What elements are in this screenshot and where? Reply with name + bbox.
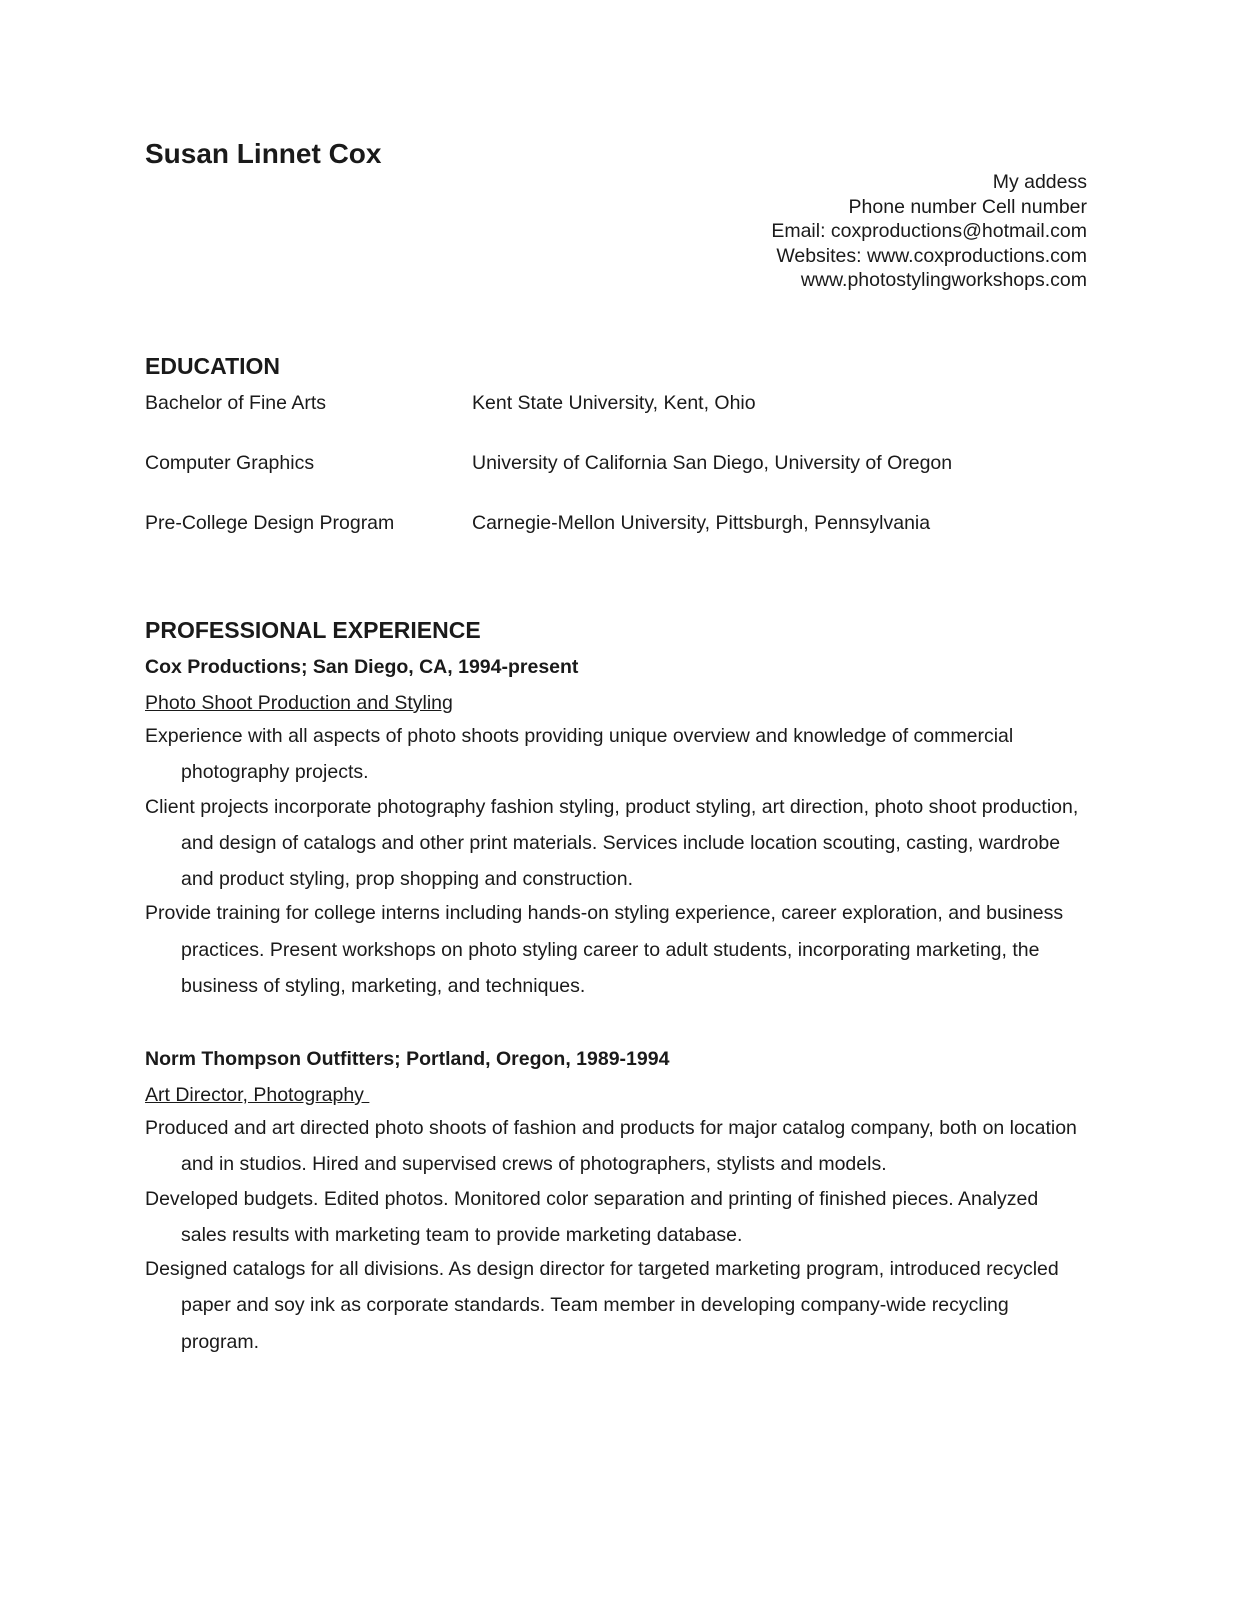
job-paragraph: Designed catalogs for all divisions. As design director for targeted marketing program, introduced recycled paper and soy ink as corporate standards. Team member in developing company-wide recycling program. — [145, 1258, 1059, 1353]
job-paragraph: Client projects incorporate photography fashion styling, product styling, art direction, photo shoot production, and design of catalogs and other print materials. Services include location scouting, casting, wardrobe and product styling, prop shopping and construction. — [145, 795, 1079, 891]
contact-address: My addess — [992, 171, 1087, 193]
contact-phone: Phone number Cell number — [848, 195, 1087, 218]
education-degree: Computer Graphics — [145, 452, 315, 474]
contact-block — [771, 170, 1087, 293]
job-paragraph: Experience with all aspects of photo shoots providing unique overview and knowledge of commercial photography projects. — [145, 725, 1014, 784]
education-degree: Bachelor of Fine Arts — [145, 392, 327, 414]
education-school: Carnegie-Mellon University, Pittsburgh, Pennsylvania — [472, 512, 931, 534]
job-paragraph: Produced and art directed photo shoots of fashion and products for major catalog company, both on location and in studios. Hired and supervised crews of photographers, stylists and models. — [145, 1117, 1077, 1176]
education-heading: EDUCATION — [145, 353, 281, 379]
job-paragraph: Provide training for college interns including hands-on styling experience, career exploration, and business practices. Present workshops on photo styling career to adult students, incorporating marketing, the business of styling, marketing, and techniques. — [145, 902, 1064, 998]
job-entry — [145, 1047, 1085, 1360]
experience-heading: PROFESSIONAL EXPERIENCE — [145, 617, 481, 643]
job-description — [145, 718, 1085, 1004]
job-title: Cox Productions; San Diego, CA, 1994-present — [145, 656, 579, 678]
job-role: Photo Shoot Production and Styling — [145, 692, 453, 714]
job-entry — [145, 655, 1085, 1004]
job-role: Art Director, Photography — [145, 1084, 370, 1106]
education-school: University of California San Diego, University of Oregon — [472, 452, 953, 474]
contact-website-secondary: www.photostylingworkshops.com — [800, 269, 1087, 291]
education-school: Kent State University, Kent, Ohio — [472, 392, 756, 414]
applicant-name: Susan Linnet Cox — [145, 138, 382, 169]
job-paragraph: Developed budgets. Edited photos. Monitored color separation and printing of finished pieces. Analyzed sales results with marketing team to provide marketing database. — [145, 1187, 1039, 1246]
contact-website: Websites: www.coxproductions.com — [776, 244, 1087, 267]
job-title: Norm Thompson Outfitters; Portland, Oregon, 1989-1994 — [145, 1048, 670, 1070]
education-degree: Pre-College Design Program — [145, 512, 395, 534]
job-description — [145, 1110, 1085, 1360]
contact-email: Email: coxproductions@hotmail.com — [771, 220, 1087, 242]
